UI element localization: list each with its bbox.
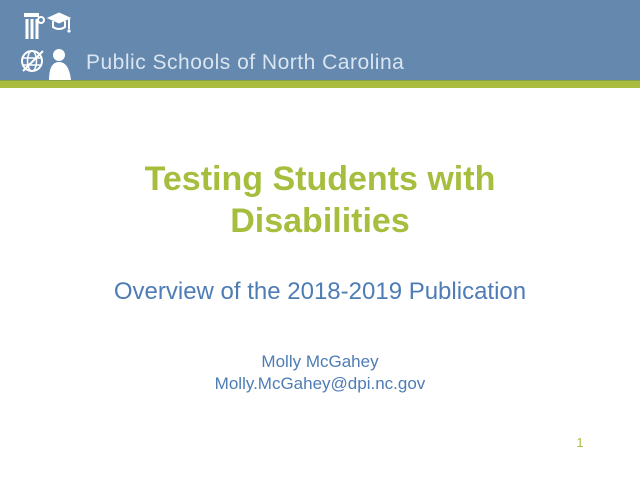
presenter-name: Molly McGahey	[261, 352, 379, 371]
column-icon	[24, 15, 44, 39]
slide-subtitle: Overview of the 2018-2019 Publication	[113, 278, 527, 305]
psnc-logo	[21, 9, 71, 80]
globe-icon	[22, 51, 43, 71]
slide-title: Testing Students with Disabilities	[144, 160, 496, 240]
graduation-cap-icon	[48, 13, 71, 33]
person-icon	[49, 49, 71, 80]
presenter-block	[0, 351, 640, 394]
presenter-email: Molly.McGahey@dpi.nc.gov	[214, 374, 426, 393]
divider-bar	[0, 80, 640, 88]
header-band	[0, 0, 640, 80]
page-number: 1	[576, 435, 584, 450]
org-name: Public Schools of North Carolina	[86, 51, 405, 74]
